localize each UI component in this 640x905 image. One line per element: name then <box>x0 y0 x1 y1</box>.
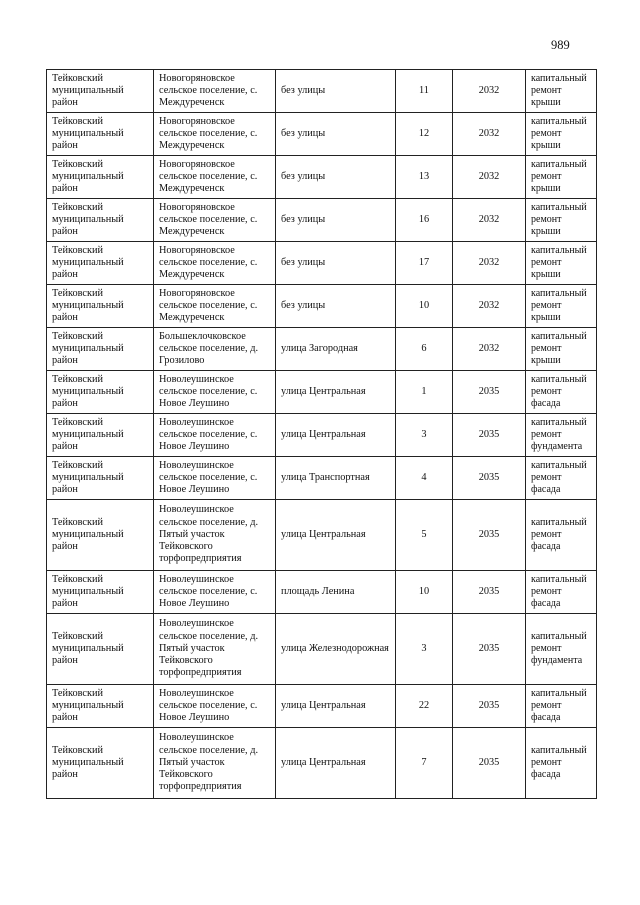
district-cell: Тейковский муниципальный район <box>47 728 154 799</box>
table-row <box>47 285 597 328</box>
settlement-cell: Новолеушинское сельское поселение, д. Пятый участок Тейковского торфопредприятия <box>154 614 276 685</box>
settlement-cell: Новогоряновское сельское поселение, с. Междуреченск <box>154 70 276 113</box>
settlement-cell: Новолеушинское сельское поселение, д. Пятый участок Тейковского торфопредприятия <box>154 728 276 799</box>
district-cell: Тейковский муниципальный район <box>47 328 154 371</box>
work-type-cell: капитальный ремонт крыши <box>526 199 597 242</box>
district-cell: Тейковский муниципальный район <box>47 414 154 457</box>
year-cell: 2035 <box>453 728 526 799</box>
house-number-cell: 11 <box>396 70 453 113</box>
house-number-cell: 3 <box>396 614 453 685</box>
house-number-cell: 12 <box>396 113 453 156</box>
table-row <box>47 113 597 156</box>
settlement-cell: Новогоряновское сельское поселение, с. Междуреченск <box>154 285 276 328</box>
year-cell: 2032 <box>453 285 526 328</box>
settlement-cell: Новолеушинское сельское поселение, д. Пятый участок Тейковского торфопредприятия <box>154 500 276 571</box>
year-cell: 2032 <box>453 199 526 242</box>
street-cell: без улицы <box>276 199 396 242</box>
house-number-cell: 10 <box>396 571 453 614</box>
table-row <box>47 614 597 685</box>
house-number-cell: 5 <box>396 500 453 571</box>
street-cell: без улицы <box>276 242 396 285</box>
page-number: 989 <box>551 38 570 52</box>
table-row <box>47 728 597 799</box>
work-type-cell: капитальный ремонт крыши <box>526 242 597 285</box>
year-cell: 2035 <box>453 500 526 571</box>
year-cell: 2035 <box>453 685 526 728</box>
street-cell: улица Центральная <box>276 371 396 414</box>
house-number-cell: 22 <box>396 685 453 728</box>
settlement-cell: Новогоряновское сельское поселение, с. Междуреченск <box>154 113 276 156</box>
work-type-cell: капитальный ремонт фасада <box>526 457 597 500</box>
house-number-cell: 17 <box>396 242 453 285</box>
street-cell: улица Центральная <box>276 728 396 799</box>
district-cell: Тейковский муниципальный район <box>47 500 154 571</box>
work-type-cell: капитальный ремонт фасада <box>526 728 597 799</box>
house-number-cell: 16 <box>396 199 453 242</box>
table-row <box>47 371 597 414</box>
district-cell: Тейковский муниципальный район <box>47 199 154 242</box>
work-type-cell: капитальный ремонт крыши <box>526 285 597 328</box>
year-cell: 2032 <box>453 113 526 156</box>
street-cell: без улицы <box>276 285 396 328</box>
work-type-cell: капитальный ремонт крыши <box>526 156 597 199</box>
table-row <box>47 685 597 728</box>
settlement-cell: Большеклочковское сельское поселение, д. Грозилово <box>154 328 276 371</box>
year-cell: 2035 <box>453 614 526 685</box>
house-number-cell: 1 <box>396 371 453 414</box>
table-body <box>47 70 597 799</box>
settlement-cell: Новогоряновское сельское поселение, с. Междуреченск <box>154 156 276 199</box>
table-row <box>47 457 597 500</box>
work-type-cell: капитальный ремонт фасада <box>526 500 597 571</box>
table-row <box>47 328 597 371</box>
year-cell: 2035 <box>453 414 526 457</box>
work-type-cell: капитальный ремонт фундамента <box>526 614 597 685</box>
table-row <box>47 500 597 571</box>
work-type-cell: капитальный ремонт фасада <box>526 685 597 728</box>
year-cell: 2035 <box>453 371 526 414</box>
year-cell: 2032 <box>453 328 526 371</box>
district-cell: Тейковский муниципальный район <box>47 113 154 156</box>
settlement-cell: Новогоряновское сельское поселение, с. Междуреченск <box>154 242 276 285</box>
street-cell: без улицы <box>276 156 396 199</box>
district-cell: Тейковский муниципальный район <box>47 457 154 500</box>
street-cell: улица Загородная <box>276 328 396 371</box>
street-cell: без улицы <box>276 113 396 156</box>
street-cell: улица Центральная <box>276 414 396 457</box>
year-cell: 2032 <box>453 242 526 285</box>
work-type-cell: капитальный ремонт фасада <box>526 371 597 414</box>
work-type-cell: капитальный ремонт крыши <box>526 70 597 113</box>
settlement-cell: Новолеушинское сельское поселение, с. Новое Леушино <box>154 571 276 614</box>
table-row <box>47 414 597 457</box>
work-type-cell: капитальный ремонт крыши <box>526 113 597 156</box>
year-cell: 2032 <box>453 156 526 199</box>
street-cell: площадь Ленина <box>276 571 396 614</box>
year-cell: 2032 <box>453 70 526 113</box>
house-number-cell: 13 <box>396 156 453 199</box>
house-number-cell: 4 <box>396 457 453 500</box>
street-cell: улица Центральная <box>276 685 396 728</box>
work-type-cell: капитальный ремонт фасада <box>526 571 597 614</box>
year-cell: 2035 <box>453 571 526 614</box>
work-type-cell: капитальный ремонт крыши <box>526 328 597 371</box>
street-cell: улица Железнодорожная <box>276 614 396 685</box>
street-cell: улица Центральная <box>276 500 396 571</box>
house-number-cell: 10 <box>396 285 453 328</box>
table-row <box>47 70 597 113</box>
district-cell: Тейковский муниципальный район <box>47 70 154 113</box>
district-cell: Тейковский муниципальный район <box>47 371 154 414</box>
street-cell: без улицы <box>276 70 396 113</box>
table-row <box>47 571 597 614</box>
settlement-cell: Новолеушинское сельское поселение, с. Новое Леушино <box>154 414 276 457</box>
table-row <box>47 242 597 285</box>
settlement-cell: Новолеушинское сельское поселение, с. Новое Леушино <box>154 685 276 728</box>
house-number-cell: 6 <box>396 328 453 371</box>
settlement-cell: Новолеушинское сельское поселение, с. Новое Леушино <box>154 371 276 414</box>
district-cell: Тейковский муниципальный район <box>47 571 154 614</box>
work-type-cell: капитальный ремонт фундамента <box>526 414 597 457</box>
settlement-cell: Новогоряновское сельское поселение, с. Междуреченск <box>154 199 276 242</box>
district-cell: Тейковский муниципальный район <box>47 685 154 728</box>
settlement-cell: Новолеушинское сельское поселение, с. Новое Леушино <box>154 457 276 500</box>
street-cell: улица Транспортная <box>276 457 396 500</box>
district-cell: Тейковский муниципальный район <box>47 156 154 199</box>
district-cell: Тейковский муниципальный район <box>47 242 154 285</box>
housing-repair-table <box>46 69 597 799</box>
table-row <box>47 156 597 199</box>
district-cell: Тейковский муниципальный район <box>47 614 154 685</box>
house-number-cell: 7 <box>396 728 453 799</box>
house-number-cell: 3 <box>396 414 453 457</box>
table-row <box>47 199 597 242</box>
year-cell: 2035 <box>453 457 526 500</box>
district-cell: Тейковский муниципальный район <box>47 285 154 328</box>
